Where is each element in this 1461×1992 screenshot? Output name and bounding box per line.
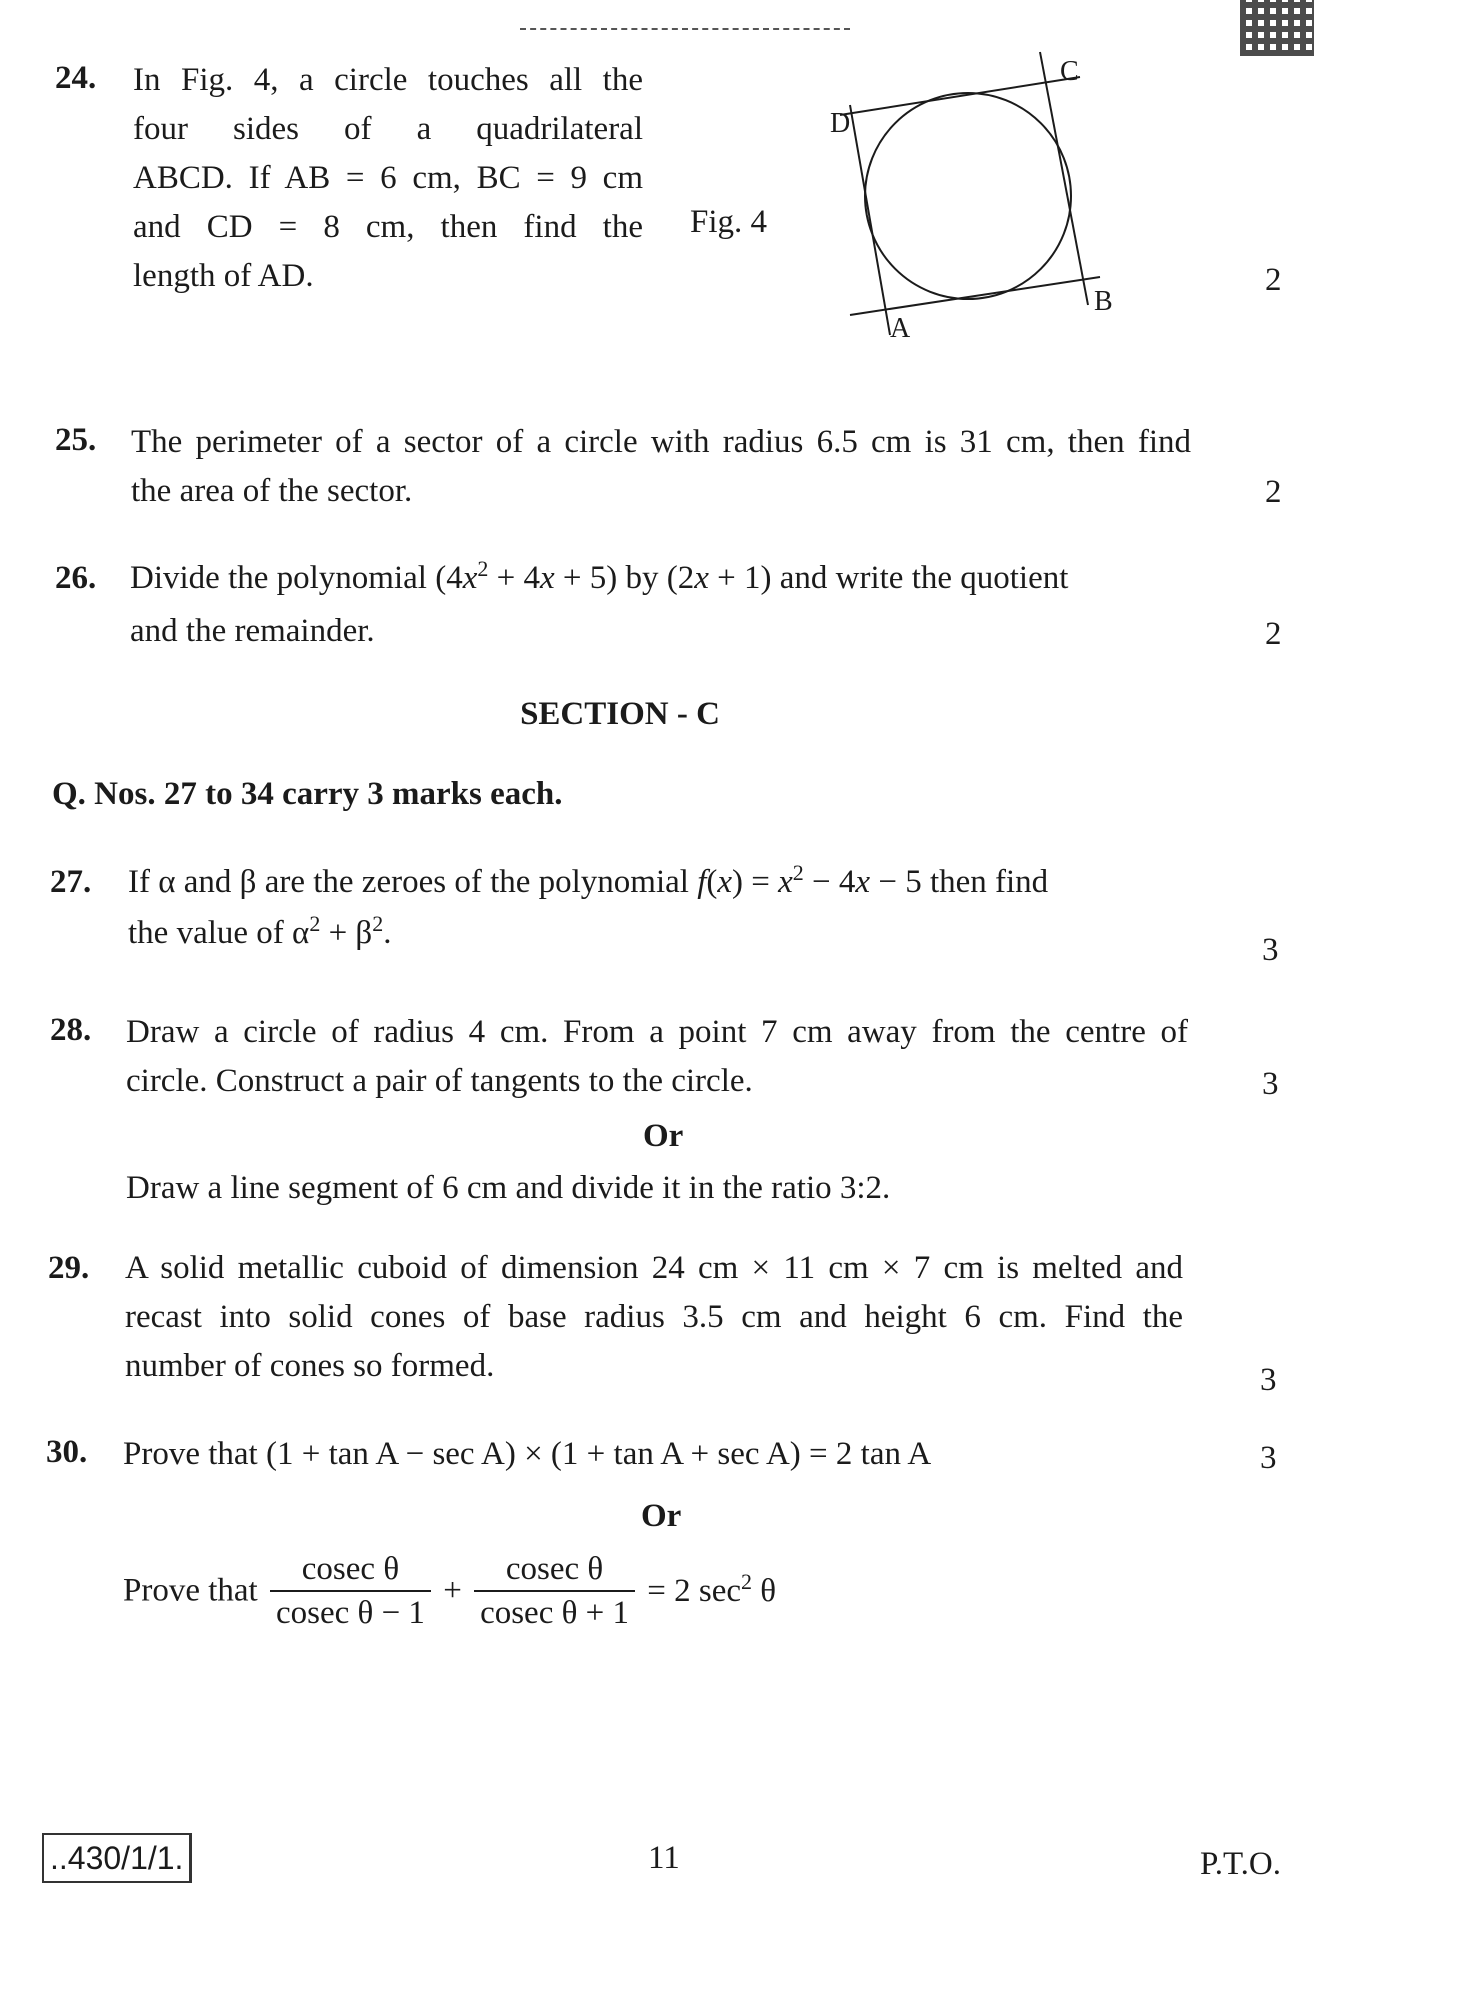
q25-text: [131, 418, 1191, 516]
fig-side-da: [850, 105, 890, 335]
fig-label-c: C: [1060, 56, 1079, 87]
q28-text: [126, 1008, 1188, 1106]
q28-marks: 3: [1262, 1066, 1279, 1102]
q29-text: [125, 1244, 1183, 1391]
fig-side-dc: [840, 77, 1080, 115]
fig-side-ab: [850, 277, 1100, 315]
q25-marks: 2: [1265, 474, 1282, 510]
fig-incircle: [865, 93, 1071, 299]
q24-figure: [830, 40, 1130, 360]
q29-line-3: number of cones so formed.: [125, 1348, 495, 1384]
q24-line-2: four sides of a quadrilateral: [133, 111, 643, 147]
q27-marks: 3: [1262, 932, 1279, 968]
q30-frac1-numerator: cosec θ: [270, 1550, 431, 1592]
q24-number: 24.: [55, 60, 97, 96]
q27-text: [128, 858, 1188, 958]
fig-label-b: B: [1094, 286, 1113, 317]
q30-plus: +: [443, 1572, 462, 1609]
pto: P.T.O.: [1200, 1846, 1281, 1882]
q30-number: 30.: [46, 1434, 88, 1470]
q30-frac1-denominator: cosec θ − 1: [275, 1595, 425, 1631]
q30-or: Or: [641, 1498, 682, 1534]
q30-text: Prove that (1 + tan A − sec A) × (1 + tan A + sec A) = 2 tan A: [123, 1436, 932, 1472]
q24-marks: 2: [1265, 262, 1282, 298]
q29-line-1: A solid metallic cuboid of dimension 24 cm × 11 cm × 7 cm is melted and: [125, 1250, 1183, 1286]
top-rule: [520, 28, 850, 30]
q30-alt: [123, 1550, 776, 1632]
q24-fig-caption: Fig. 4: [690, 204, 768, 240]
section-instruction: Q. Nos. 27 to 34 carry 3 marks each.: [52, 776, 563, 812]
q29-number: 29.: [48, 1250, 90, 1286]
q25-number: 25.: [55, 422, 97, 458]
q30-alt-prefix: Prove that: [123, 1572, 258, 1609]
q24-line-5: length of AD.: [133, 258, 314, 294]
q29-line-2: recast into solid cones of base radius 3.5 cm and height 6 cm. Find the: [125, 1299, 1183, 1335]
q30-rhs: = 2 $\sec^2 \theta$: [647, 1568, 777, 1609]
q26-line-1: Divide the polynomial $(4x^2 + 4x + 5)$ by (2x + 1) and write the quotient: [130, 556, 1069, 596]
q24-text: [133, 56, 643, 301]
q26-number: 26.: [55, 560, 97, 596]
section-title: SECTION - C: [520, 696, 720, 732]
paper-code: ..430/1/1.: [42, 1833, 192, 1883]
q26-marks: 2: [1265, 616, 1282, 652]
q25-line-2: the area of the sector.: [131, 473, 413, 509]
q28-line-1: Draw a circle of radius 4 cm. From a point 7 cm away from the centre of: [126, 1014, 1188, 1050]
page-number: 11: [648, 1840, 680, 1876]
q27-line-1: If α and β are the zeroes of the polynomial $f(x) = x^2 - 4x - 5$ then find: [128, 860, 1049, 900]
q29-marks: 3: [1260, 1362, 1277, 1398]
q27-line-2: the value of $\alpha^2 + \beta^2$.: [128, 911, 392, 951]
q30-fraction-2: [474, 1550, 635, 1632]
q28-alt: Draw a line segment of 6 cm and divide it in the ratio 3:2.: [126, 1170, 891, 1206]
q26-text: [130, 554, 1195, 656]
q30-marks: 3: [1260, 1440, 1277, 1476]
q28-number: 28.: [50, 1012, 92, 1048]
q27-number: 27.: [50, 864, 92, 900]
q24-line-4: and CD = 8 cm, then find the: [133, 209, 643, 245]
fig-label-a: A: [890, 313, 911, 344]
q30-frac2-numerator: cosec θ: [474, 1550, 635, 1592]
q28-line-2: circle. Construct a pair of tangents to the circle.: [126, 1063, 753, 1099]
q24-line-1: In Fig. 4, a circle touches all the: [133, 62, 643, 98]
q30-fraction-1: [270, 1550, 431, 1632]
q24-line-3: ABCD. If AB = 6 cm, BC = 9 cm: [133, 160, 643, 196]
fig-side-cb: [1040, 52, 1088, 305]
qr-code: [1240, 0, 1314, 56]
q26-line-2: and the remainder.: [130, 613, 375, 649]
q25-line-1: The perimeter of a sector of a circle with radius 6.5 cm is 31 cm, then find: [131, 424, 1191, 460]
fig-label-d: D: [830, 108, 851, 139]
q28-or: Or: [643, 1118, 684, 1154]
q30-frac2-denominator: cosec θ + 1: [480, 1595, 630, 1631]
